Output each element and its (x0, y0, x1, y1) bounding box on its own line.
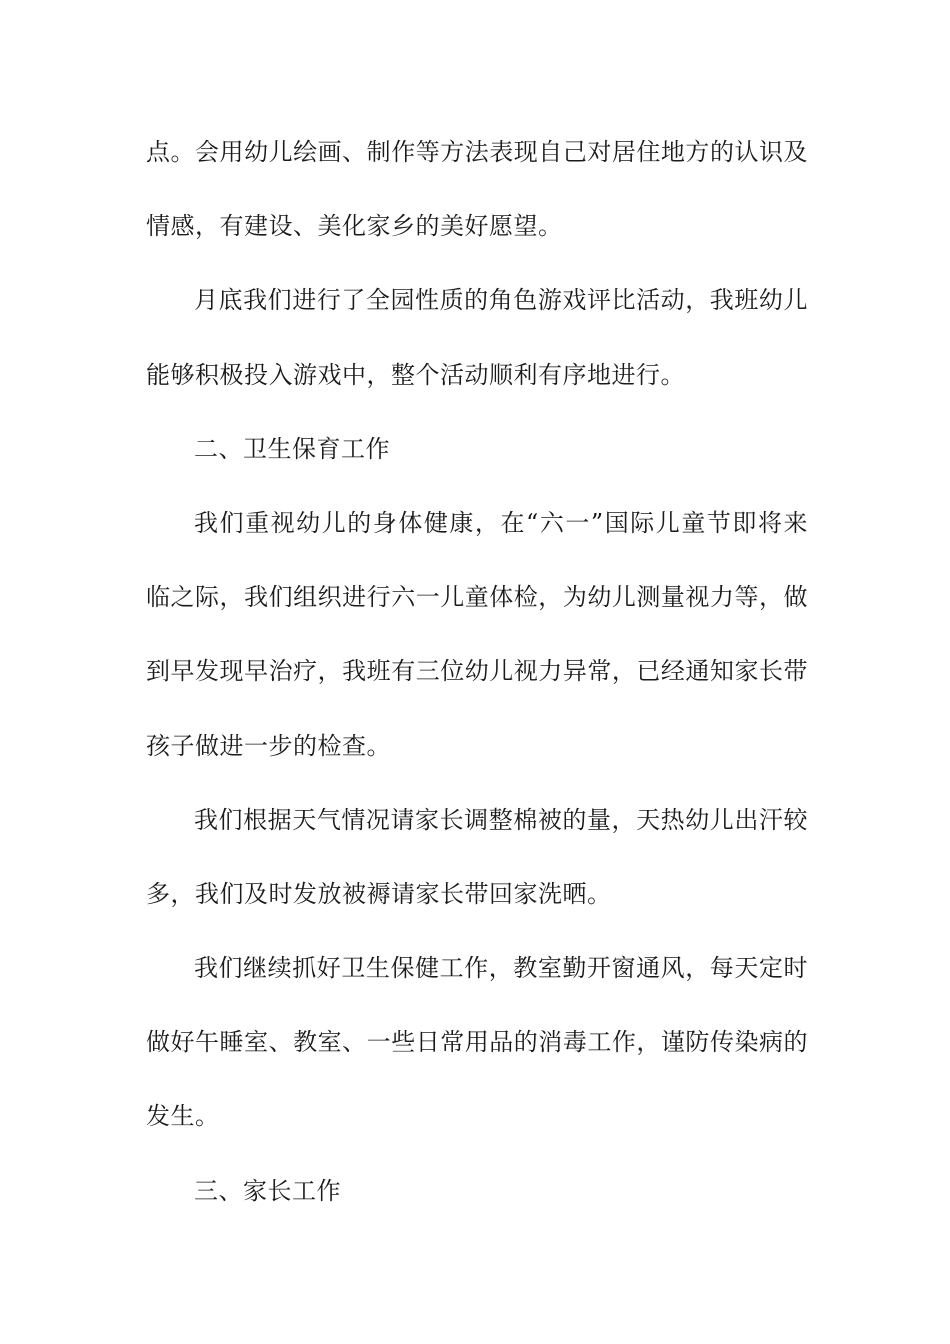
text-line: 做好午睡室、教室、一些日常用品的消毒工作，谨防传染病的 (146, 1028, 808, 1057)
paragraph-start: 我们重视幼儿的身体健康，在“六一”国际儿童节即将来 (194, 508, 808, 537)
section-heading: 三、家长工作 (194, 1176, 341, 1205)
document-body (146, 130, 808, 1243)
text-line: 情感，有建设、美化家乡的美好愿望。 (146, 212, 563, 241)
paragraph-start: 我们继续抓好卫生保健工作，教室勤开窗通风，每天定时 (194, 954, 808, 983)
text-line: 能够积极投入游戏中，整个活动顺利有序地进行。 (146, 360, 685, 389)
text-line: 临之际，我们组织进行六一儿童体检，为幼儿测量视力等，做 (146, 583, 808, 612)
paragraph-start: 月底我们进行了全园性质的角色游戏评比活动，我班幼儿 (194, 286, 808, 315)
paragraph-start: 我们根据天气情况请家长调整棉被的量，天热幼儿出汗较 (194, 805, 808, 834)
text-line: 点。会用幼儿绘画、制作等方法表现自己对居住地方的认识及 (146, 138, 808, 166)
section-heading: 二、卫生保育工作 (194, 434, 390, 463)
text-line: 孩子做进一步的检查。 (146, 731, 391, 760)
text-line: 多，我们及时发放被褥请家长带回家洗晒。 (146, 879, 612, 908)
text-line: 到早发现早治疗，我班有三位幼儿视力异常，已经通知家长带 (146, 657, 808, 686)
text-line: 发生。 (146, 1102, 220, 1131)
